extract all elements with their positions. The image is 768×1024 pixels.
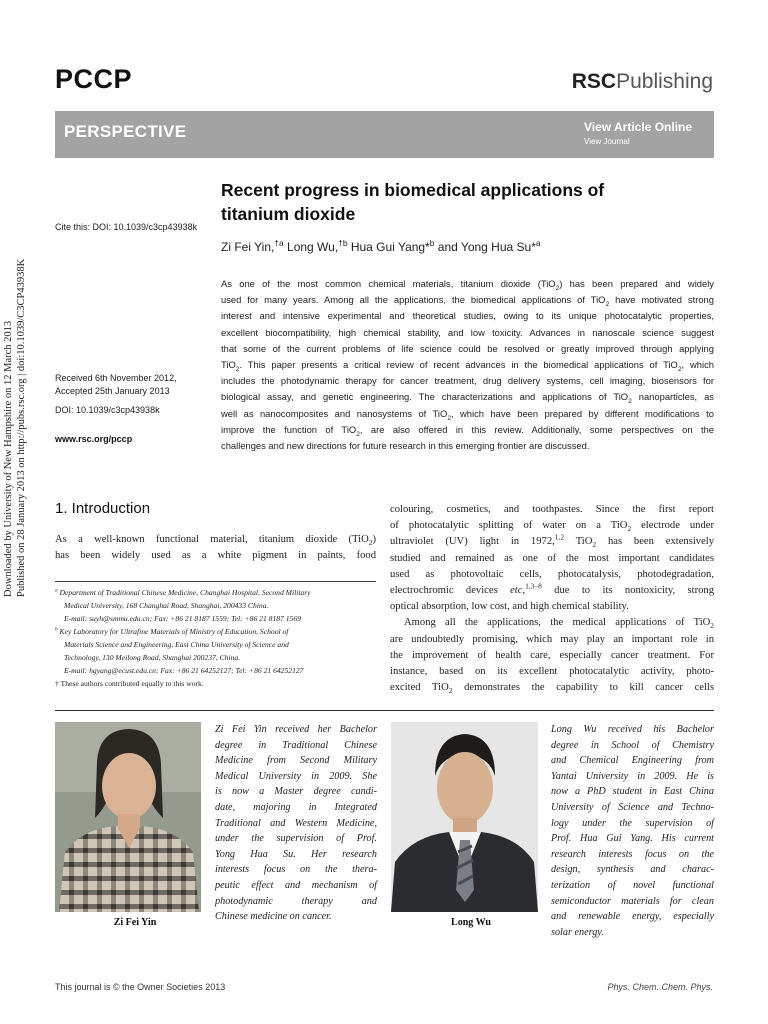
received-dates (55, 372, 177, 397)
footnote-line: Medical University, 168 Changhai Road, Shanghai, 200433 China. (64, 601, 269, 610)
body-line: studied and remained as one of the most important candidates (390, 552, 714, 564)
body-line: are undoubtedly promising, which may play an important role in (390, 633, 714, 645)
footnote-line: † These authors contributed equally to this work. (55, 679, 204, 688)
bio-line: Medical University in 2009. She (215, 770, 377, 782)
body-line: instance, based on its excellent photocatalytic activity, photo- (390, 666, 714, 678)
article-title (221, 178, 701, 226)
author-name[interactable]: Long Wu, (283, 240, 339, 254)
article-title-line-2: titanium dioxide (221, 204, 356, 224)
abstract-line: excellent biocompatibility, high chemical stability, and low toxicity. Advances in nanoscale science suggest (221, 326, 714, 338)
section-heading: 1. Introduction (55, 500, 151, 517)
author-affiliation: a (535, 238, 541, 248)
footnote-line[interactable]: E-mail: hgyang@ecust.edu.cn; Fax: +86 21 64252127; Tel: +86 21 64252127 (64, 666, 304, 675)
journal-logo: PCCP (55, 64, 133, 94)
body-line: excited TiO$_2$ demonstrates the capability to kill cancer cells (390, 682, 714, 696)
publisher-logo-rest: Publishing (616, 70, 713, 93)
bio-line: University of Science and Techno- (551, 801, 714, 813)
bio-line: now a PhD student in East China (551, 786, 714, 798)
citation-link[interactable]: 1,3–8 (525, 581, 542, 591)
author-affiliation: †b (338, 238, 348, 248)
author-affiliation: †a (274, 238, 284, 248)
footnote-line: $^a$ Department of Traditional Chinese Medicine, Changhai Hospital, Second Military (55, 587, 311, 597)
intro-right-column (390, 502, 714, 696)
view-journal-link[interactable]: View Journal (584, 137, 630, 146)
bio-line: terization of novel functional (551, 879, 714, 891)
copyright-footer: This journal is © the Owner Societies 2013 (55, 982, 226, 992)
footnote-line: Technology, 130 Meilong Road, Shanghai 200237, China. (64, 653, 241, 662)
publisher-logo (572, 70, 713, 94)
biography-divider (55, 710, 714, 711)
author-photo (391, 722, 538, 912)
body-line: has been widely used as a white pigment in paints, food (55, 550, 376, 562)
footnote-line[interactable]: E-mail: suyh@smmu.edu.cn; Fax: +86 21 8187 1559; Tel: +86 21 8187 1569 (64, 614, 301, 623)
abstract-line: that some of the current problems of life science could be resolved or greatly improved through applying (221, 342, 714, 354)
article-type-banner (55, 111, 714, 158)
photo-caption: Zi Fei Yin (113, 917, 157, 928)
journal-website-link[interactable]: www.rsc.org/pccp (55, 434, 133, 444)
bio-line: peutic effect and mechanism of (215, 879, 377, 891)
portrait-illustration (391, 722, 538, 912)
footnote-divider (55, 581, 376, 582)
bio-line: under the supervision of Prof. (215, 833, 377, 845)
author-name[interactable]: Zi Fei Yin, (221, 240, 275, 254)
body-line: of photocatalytic splitting of water on a TiO$_2$ electrode under (390, 520, 714, 534)
body-line: As a well-known functional material, titanium dioxide (TiO$_2$) (55, 534, 376, 548)
citation-link[interactable]: 1,2 (554, 532, 565, 542)
bio-line: degree in School of Chemistry (551, 739, 714, 751)
intro-left-column (55, 532, 376, 564)
bio-line: degree in Traditional Chinese (215, 739, 377, 751)
received-date: Received 6th November 2012, (55, 373, 177, 383)
publication-notice: Published on 28 January 2013 on http://pubs.rsc.org | doi:10.1039/C3CP43938K (16, 258, 27, 597)
photo-caption: Long Wu (451, 917, 491, 928)
body-line: colouring, cosmetics, and toothpastes. Since the first report (390, 504, 714, 515)
bio-line: Traditional and Western Medicine, (215, 817, 377, 829)
publisher-logo-bold: RSC (571, 70, 617, 93)
bio-line: Yong Hua Su. Her research (215, 848, 377, 860)
accepted-date: Accepted 25th January 2013 (55, 385, 170, 396)
author-photo (55, 722, 201, 912)
bio-line: Medicine from Second Military (215, 755, 377, 767)
abstract-line: biological assay, and genetic engineering. The characterizations and applications of TiO$_2$ nanoparticles, as (221, 391, 714, 406)
view-article-online-link[interactable]: View Article Online (584, 120, 693, 134)
bio-line: solar energy. (551, 926, 604, 938)
bio-line: interests focus on the thera- (215, 864, 377, 876)
body-line: electrochromic devices etc,$^{1,3-8}$ due to its nontoxicity, strong (390, 581, 714, 597)
author-list (221, 240, 541, 254)
abstract-line: well as nanocomposites and nanosystems of TiO$_2$, which have been prepared by different modifications to (221, 407, 715, 422)
portrait-illustration (55, 722, 201, 912)
article-title-line-1: Recent progress in biomedical applications of (221, 180, 605, 200)
bio-line: logy under the supervision of (551, 817, 714, 829)
author-name[interactable]: and Yong Hua Su* (434, 240, 536, 254)
footnote-line: $^b$ Key Laboratory for Ultrafine Materials of Ministry of Education, School of (55, 626, 289, 636)
article-type-label: PERSPECTIVE (64, 122, 187, 141)
abstract-line: used for many years. Among all the applications, the biomedical applications of TiO$_2$ have motivated strong (221, 294, 714, 309)
body-line: Among all the applications, the medical applications of TiO$_2$ (404, 617, 714, 631)
bio-line: design, synthesis and charac- (551, 864, 714, 876)
abstract-line: challenges and new directions for future research in this emerging frontier are discussed. (221, 440, 590, 452)
abstract-line: includes the photodynamic therapy for cancer treatment, drug delivery systems, cell imaging, biosensors for (221, 375, 714, 387)
bio-line: date, majoring in Integrated (215, 801, 377, 813)
body-line: ultraviolet (UV) light in 1972,$^{1,2}$ TiO$_2$ has been extensively (390, 532, 715, 550)
bio-line: Yantai University in 2009. He is (551, 770, 714, 782)
cite-this: Cite this: DOI: 10.1039/c3cp43938k (55, 222, 198, 232)
author-biography (215, 722, 377, 925)
bio-line: Long Wu received his Bachelor (551, 724, 714, 735)
abstract (221, 276, 714, 454)
download-notice: Downloaded by University of New Hampshire on 12 March 2013 (3, 320, 14, 597)
bio-line: semiconductor materials for clean (551, 895, 714, 907)
bio-line: photodynamic therapy and (215, 895, 377, 907)
bio-line: research interests focus on the (551, 848, 714, 860)
body-line: the improvement of health care, especially cancer treatment. For (390, 649, 714, 661)
bio-line: is now a Master degree candi- (215, 786, 377, 798)
author-name[interactable]: Hua Gui Yang* (347, 240, 430, 254)
bio-line: Zi Fei Yin received her Bachelor (215, 724, 377, 735)
affiliation-footnotes (55, 586, 380, 690)
footnote-line: Materials Science and Engineering, East China University of Science and (64, 640, 289, 649)
bio-line: and Chemical Engineering from (551, 755, 714, 767)
journal-name-footer: Phys. Chem. Chem. Phys. (607, 982, 713, 992)
abstract-line: TiO$_2$. This paper presents a critical review of recent advances in the biomedical applications of TiO$_2$, which (221, 359, 714, 373)
abstract-line: As one of the most common chemical materials, titanium dioxide (TiO$_2$) has been prepared and widely (221, 278, 714, 292)
abstract-line: interest and intensive experimental and theoretical studies, owing to its unique photocatalytic properties, (221, 310, 714, 322)
doi[interactable]: DOI: 10.1039/c3cp43938k (55, 405, 160, 415)
bio-line: Prof. Hua Gui Yang. His current (551, 833, 714, 845)
abstract-line: improve the function of TiO$_2$, are also offered in this review. Additionally, some perspectives on the (221, 423, 714, 438)
author-affiliation: b (429, 238, 435, 248)
body-line: optical absorption, low cost, and high chemical stability. (390, 601, 629, 613)
bio-line: and renewable energy, especially (551, 911, 714, 923)
body-line: used as photovoltaic cells, photocatalysis, photodegradation, (390, 568, 714, 580)
author-biography (551, 722, 714, 940)
bio-line: Chinese medicine on cancer. (215, 911, 332, 923)
